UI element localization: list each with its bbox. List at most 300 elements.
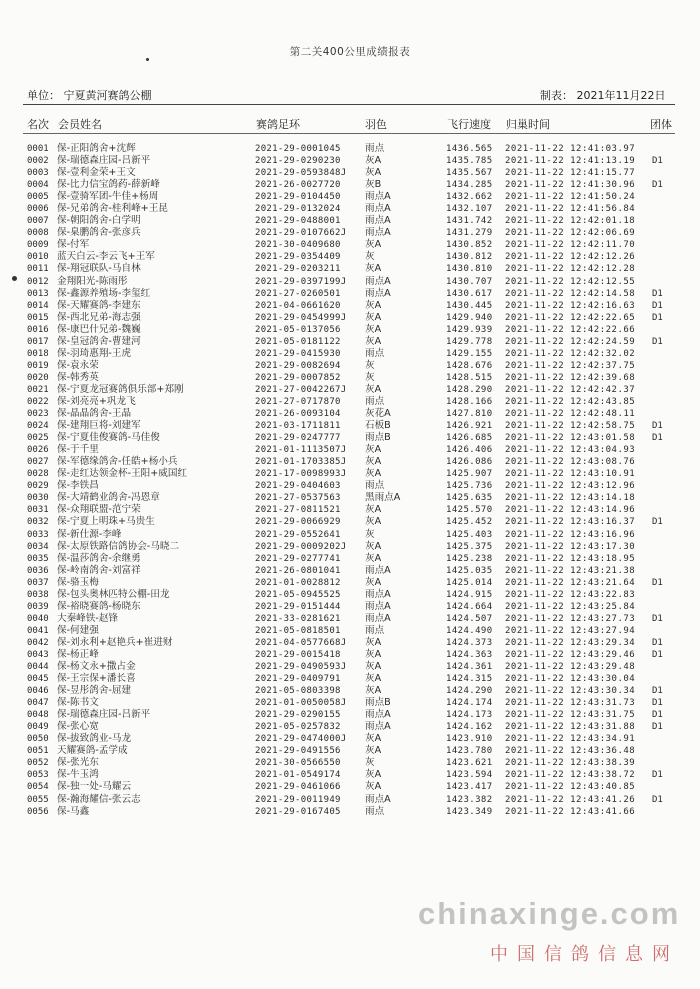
cell-name: 保-大靖鹤业鸽舍-冯恩章 bbox=[57, 492, 160, 504]
table-row bbox=[0, 324, 700, 336]
cell-name: 保-康巴什兄弟-魏巍 bbox=[57, 323, 141, 335]
table-row bbox=[0, 589, 700, 601]
cell-time: 2021-11-22 12:42:12.55 bbox=[505, 276, 636, 287]
cell-name: 保-壹利金荣+王文 bbox=[57, 167, 136, 179]
table-row bbox=[0, 408, 700, 420]
cell-time: 2021-11-22 12:43:29.46 bbox=[505, 649, 636, 660]
table-row bbox=[0, 276, 700, 288]
cell-ring: 2021-27-0811521 bbox=[255, 505, 341, 516]
cell-ring: 2021-03-1711811 bbox=[255, 421, 341, 432]
cell-name: 金翔阳光-陈雨彤 bbox=[57, 275, 128, 287]
table-row bbox=[0, 215, 700, 227]
table-row bbox=[0, 191, 700, 203]
cell-color: 灰A bbox=[365, 299, 382, 311]
cell-speed: 1425.238 bbox=[446, 553, 493, 564]
cell-speed: 1430.617 bbox=[446, 288, 493, 299]
cell-color: 灰 bbox=[365, 757, 375, 769]
cell-rank: 0046 bbox=[27, 686, 49, 697]
cell-team: D1 bbox=[652, 686, 663, 697]
cell-speed: 1425.570 bbox=[446, 505, 493, 516]
cell-ring: 2021-01-0028812 bbox=[255, 577, 341, 588]
cell-color: 灰A bbox=[365, 239, 382, 251]
table-row bbox=[0, 794, 700, 806]
table-row bbox=[0, 625, 700, 637]
cell-time: 2021-11-22 12:42:24.59 bbox=[505, 336, 636, 347]
col-header-time: 归巢时间 bbox=[506, 118, 550, 131]
cell-time: 2021-11-22 12:43:30.34 bbox=[505, 686, 636, 697]
cell-speed: 1424.162 bbox=[446, 722, 493, 733]
cell-ring: 2021-30-0566550 bbox=[255, 758, 341, 769]
cell-rank: 0050 bbox=[27, 734, 49, 745]
cell-speed: 1426.086 bbox=[446, 457, 493, 468]
cell-rank: 0012 bbox=[27, 276, 49, 287]
cell-time: 2021-11-22 12:43:29.34 bbox=[505, 637, 636, 648]
cell-time: 2021-11-22 12:42:43.85 bbox=[505, 396, 636, 407]
cell-ring: 2021-29-0474000J bbox=[255, 734, 347, 745]
cell-speed: 1423.621 bbox=[446, 758, 493, 769]
col-header-speed: 飞行速度 bbox=[447, 118, 491, 131]
cell-time: 2021-11-22 12:42:37.75 bbox=[505, 360, 636, 371]
cell-name: 保-宁夏上明珠+马贵生 bbox=[57, 516, 155, 528]
table-row bbox=[0, 685, 700, 697]
cell-name: 保-张光东 bbox=[57, 757, 99, 769]
cell-ring: 2021-29-0491556 bbox=[255, 746, 341, 757]
table-row bbox=[0, 516, 700, 528]
cell-name: 保-正阳鸽舍+沈辉 bbox=[57, 143, 136, 154]
cell-name: 保-韩秀英 bbox=[57, 371, 99, 383]
cell-rank: 0004 bbox=[27, 180, 49, 191]
cell-color: 雨点A bbox=[365, 588, 391, 600]
cell-rank: 0044 bbox=[27, 662, 49, 673]
cell-time: 2021-11-22 12:43:31.75 bbox=[505, 710, 636, 721]
table-row bbox=[0, 480, 700, 492]
cell-time: 2021-11-22 12:43:36.48 bbox=[505, 746, 636, 757]
cell-time: 2021-11-22 12:43:30.04 bbox=[505, 674, 636, 685]
cell-color: 灰A bbox=[365, 167, 382, 179]
cell-team: D1 bbox=[652, 288, 663, 299]
cell-speed: 1430.810 bbox=[446, 264, 493, 275]
cell-speed: 1425.403 bbox=[446, 529, 493, 540]
report-date: 制表： 2021年11月22日 bbox=[540, 89, 666, 102]
cell-team: D1 bbox=[652, 613, 663, 624]
table-row bbox=[0, 372, 700, 384]
cell-time: 2021-11-22 12:43:40.85 bbox=[505, 782, 636, 793]
table-row bbox=[0, 312, 700, 324]
cell-time: 2021-11-22 12:43:10.91 bbox=[505, 469, 636, 480]
table-row bbox=[0, 553, 700, 565]
cell-name: 保-瑞德森庄园-吕新平 bbox=[57, 709, 151, 721]
cell-name: 保-袁永荣 bbox=[57, 359, 99, 371]
header-rule-bottom bbox=[23, 133, 675, 134]
cell-ring: 2021-29-0454999J bbox=[255, 312, 347, 323]
table-row bbox=[0, 251, 700, 263]
table-row bbox=[0, 781, 700, 793]
cell-speed: 1430.707 bbox=[446, 276, 493, 287]
cell-team: D1 bbox=[652, 433, 663, 444]
cell-color: 灰A bbox=[365, 516, 382, 528]
cell-ring: 2021-29-0007852 bbox=[255, 372, 341, 383]
table-row bbox=[0, 348, 700, 360]
cell-color: 雨点 bbox=[365, 624, 385, 636]
results-table bbox=[0, 143, 700, 818]
cell-color: 灰A bbox=[365, 540, 382, 552]
table-row bbox=[0, 757, 700, 769]
cell-name: 保-李铁昌 bbox=[57, 480, 99, 492]
cell-ring: 2021-01-1703385J bbox=[255, 457, 347, 468]
col-header-color: 羽色 bbox=[365, 118, 387, 131]
cell-color: 雨点 bbox=[365, 805, 385, 817]
cell-ring: 2021-01-0050058J bbox=[255, 698, 347, 709]
cell-speed: 1423.382 bbox=[446, 794, 493, 805]
cell-speed: 1428.676 bbox=[446, 360, 493, 371]
cell-ring: 2021-05-0818501 bbox=[255, 625, 341, 636]
cell-name: 保-付军 bbox=[57, 239, 90, 251]
cell-team: D1 bbox=[652, 180, 663, 191]
cell-time: 2021-11-22 12:41:13.19 bbox=[505, 156, 636, 167]
cell-name: 保-张心宽 bbox=[57, 721, 99, 733]
cell-speed: 1424.173 bbox=[446, 710, 493, 721]
cell-ring: 2021-05-0803398 bbox=[255, 686, 341, 697]
cell-speed: 1431.742 bbox=[446, 216, 493, 227]
cell-name: 保-军德缘鸽舍-任皓+杨小兵 bbox=[57, 456, 178, 468]
cell-rank: 0032 bbox=[27, 517, 49, 528]
cell-rank: 0039 bbox=[27, 601, 49, 612]
cell-speed: 1426.921 bbox=[446, 421, 493, 432]
cell-time: 2021-11-22 12:43:41.66 bbox=[505, 806, 636, 817]
report-title: 第二关400公里成绩报表 bbox=[289, 46, 411, 58]
cell-name: 保-昱彤鸽舍-屈建 bbox=[57, 685, 132, 697]
cell-name: 保-包头奥林匹特公棚-田龙 bbox=[57, 588, 170, 600]
cell-time: 2021-11-22 12:41:15.77 bbox=[505, 168, 636, 179]
cell-ring: 2021-29-0066929 bbox=[255, 517, 341, 528]
watermark-site-name: 中国信鸽信息网 bbox=[490, 944, 679, 965]
cell-color: 灰A bbox=[365, 673, 382, 685]
cell-name: 大秦峰铁-赵锋 bbox=[57, 612, 119, 624]
cell-ring: 2021-29-0167405 bbox=[255, 806, 341, 817]
cell-time: 2021-11-22 12:43:04.93 bbox=[505, 445, 636, 456]
cell-ring: 2021-29-0290230 bbox=[255, 156, 341, 167]
cell-speed: 1431.279 bbox=[446, 228, 493, 239]
cell-color: 雨点B bbox=[365, 432, 391, 444]
cell-name: 保-骆玉梅 bbox=[57, 576, 99, 588]
cell-speed: 1435.567 bbox=[446, 168, 493, 179]
cell-rank: 0018 bbox=[27, 348, 49, 359]
cell-color: 灰A bbox=[365, 745, 382, 757]
table-row bbox=[0, 456, 700, 468]
cell-name: 保-瑞德森庄园-吕新平 bbox=[57, 155, 151, 167]
cell-name: 保-朝阳鸽舍-白学明 bbox=[57, 215, 141, 227]
cell-name: 保-晶晶鸽舍-王晶 bbox=[57, 408, 132, 420]
cell-time: 2021-11-22 12:42:06.69 bbox=[505, 228, 636, 239]
cell-color: 灰A bbox=[365, 323, 382, 335]
cell-speed: 1423.910 bbox=[446, 734, 493, 745]
cell-speed: 1426.406 bbox=[446, 445, 493, 456]
cell-team: D1 bbox=[652, 312, 663, 323]
col-header-team: 团体 bbox=[650, 118, 672, 131]
cell-color: 灰 bbox=[365, 251, 375, 263]
cell-color: 灰A bbox=[365, 769, 382, 781]
cell-color: 雨点 bbox=[365, 480, 385, 492]
cell-time: 2021-11-22 12:43:18.95 bbox=[505, 553, 636, 564]
cell-speed: 1425.907 bbox=[446, 469, 493, 480]
cell-rank: 0042 bbox=[27, 637, 49, 648]
cell-time: 2021-11-22 12:42:12.28 bbox=[505, 264, 636, 275]
cell-time: 2021-11-22 12:41:56.84 bbox=[505, 204, 636, 215]
cell-color: 灰A bbox=[365, 263, 382, 275]
cell-rank: 0008 bbox=[27, 228, 49, 239]
cell-ring: 2021-29-0001045 bbox=[255, 144, 341, 154]
cell-color: 雨点A bbox=[365, 793, 391, 805]
cell-name: 保-羽琦惠翔-王虎 bbox=[57, 347, 132, 359]
col-header-ring: 赛鸽足环 bbox=[256, 118, 300, 131]
cell-name: 保-杨正峰 bbox=[57, 648, 99, 660]
cell-ring: 2021-05-0257832 bbox=[255, 722, 341, 733]
cell-speed: 1424.915 bbox=[446, 589, 493, 600]
cell-rank: 0023 bbox=[27, 409, 49, 420]
table-row bbox=[0, 384, 700, 396]
cell-speed: 1423.594 bbox=[446, 770, 493, 781]
cell-ring: 2021-17-0098993J bbox=[255, 469, 347, 480]
cell-speed: 1428.290 bbox=[446, 384, 493, 395]
cell-name: 保-天耀赛鸽-李建东 bbox=[57, 299, 141, 311]
cell-ring: 2021-29-0593848J bbox=[255, 168, 347, 179]
cell-speed: 1424.373 bbox=[446, 637, 493, 648]
cell-time: 2021-11-22 12:43:16.96 bbox=[505, 529, 636, 540]
table-row bbox=[0, 769, 700, 781]
cell-rank: 0056 bbox=[27, 806, 49, 817]
cell-color: 灰A bbox=[365, 468, 382, 480]
cell-name: 保-裕晓赛鸽-杨晓东 bbox=[57, 600, 141, 612]
table-row bbox=[0, 709, 700, 721]
table-row bbox=[0, 565, 700, 577]
cell-name: 保-翔冠联队-马自林 bbox=[57, 263, 141, 275]
cell-ring: 2021-29-0082694 bbox=[255, 360, 341, 371]
cell-ring: 2021-29-0247777 bbox=[255, 433, 341, 444]
cell-team: D1 bbox=[652, 698, 663, 709]
table-row bbox=[0, 360, 700, 372]
cell-speed: 1425.035 bbox=[446, 565, 493, 576]
cell-ring: 2021-26-0801041 bbox=[255, 565, 341, 576]
cell-team: D1 bbox=[652, 794, 663, 805]
table-row bbox=[0, 155, 700, 167]
cell-color: 灰A bbox=[365, 155, 382, 167]
cell-rank: 0015 bbox=[27, 312, 49, 323]
cell-name: 保-新仕源-李峰 bbox=[57, 528, 122, 540]
cell-name: 保-温莎鸽舍-余继勇 bbox=[57, 552, 141, 564]
cell-name: 保-建翔巨将-刘建军 bbox=[57, 420, 141, 432]
table-row bbox=[0, 227, 700, 239]
cell-time: 2021-11-22 12:43:34.91 bbox=[505, 734, 636, 745]
cell-speed: 1423.349 bbox=[446, 806, 493, 817]
cell-name: 保-独一处-马耀云 bbox=[57, 781, 132, 793]
cell-team: D1 bbox=[652, 421, 663, 432]
cell-time: 2021-11-22 12:43:14.96 bbox=[505, 505, 636, 516]
cell-name: 保-宁夏佳俊赛鸽-马佳俊 bbox=[57, 432, 160, 444]
cell-rank: 0051 bbox=[27, 746, 49, 757]
cell-ring: 2021-04-0577668J bbox=[255, 637, 347, 648]
cell-color: 雨点A bbox=[365, 600, 391, 612]
cell-ring: 2021-29-0397199J bbox=[255, 276, 347, 287]
cell-rank: 0031 bbox=[27, 505, 49, 516]
cell-team: D1 bbox=[652, 710, 663, 721]
cell-color: 黑雨点A bbox=[365, 492, 401, 504]
cell-name: 保-宁夏龙冠赛鸽俱乐部+郑刚 bbox=[57, 383, 184, 395]
cell-rank: 0026 bbox=[27, 445, 49, 456]
cell-color: 雨点B bbox=[365, 697, 391, 709]
cell-speed: 1424.361 bbox=[446, 662, 493, 673]
cell-speed: 1424.315 bbox=[446, 674, 493, 685]
cell-speed: 1427.810 bbox=[446, 409, 493, 420]
cell-rank: 0055 bbox=[27, 794, 49, 805]
cell-rank: 0005 bbox=[27, 192, 49, 203]
cell-time: 2021-11-22 12:42:01.18 bbox=[505, 216, 636, 227]
cell-speed: 1430.812 bbox=[446, 252, 493, 263]
cell-speed: 1429.155 bbox=[446, 348, 493, 359]
cell-color: 灰A bbox=[365, 576, 382, 588]
cell-ring: 2021-05-0945525 bbox=[255, 589, 341, 600]
cell-speed: 1424.363 bbox=[446, 649, 493, 660]
table-row bbox=[0, 613, 700, 625]
cell-time: 2021-11-22 12:41:30.96 bbox=[505, 180, 636, 191]
table-row bbox=[0, 263, 700, 275]
cell-ring: 2021-26-0027720 bbox=[255, 180, 341, 191]
cell-color: 石板B bbox=[365, 420, 391, 432]
cell-name: 保-太原铁路信鸽协会-马晓二 bbox=[57, 540, 180, 552]
cell-name: 保-牛玉鸿 bbox=[57, 769, 99, 781]
cell-speed: 1436.565 bbox=[446, 144, 493, 154]
cell-speed: 1425.014 bbox=[446, 577, 493, 588]
cell-color: 灰B bbox=[365, 179, 382, 191]
cell-name: 保-陈书文 bbox=[57, 697, 99, 709]
cell-time: 2021-11-22 12:43:08.76 bbox=[505, 457, 636, 468]
cell-rank: 0003 bbox=[27, 168, 49, 179]
cell-team: D1 bbox=[652, 517, 663, 528]
cell-time: 2021-11-22 12:42:39.68 bbox=[505, 372, 636, 383]
cell-speed: 1423.780 bbox=[446, 746, 493, 757]
cell-color: 灰 bbox=[365, 359, 375, 371]
table-row bbox=[0, 468, 700, 480]
cell-speed: 1428.166 bbox=[446, 396, 493, 407]
cell-color: 灰A bbox=[365, 504, 382, 516]
cell-time: 2021-11-22 12:42:42.37 bbox=[505, 384, 636, 395]
cell-color: 雨点A bbox=[365, 612, 391, 624]
cell-speed: 1434.285 bbox=[446, 180, 493, 191]
cell-rank: 0034 bbox=[27, 541, 49, 552]
cell-speed: 1424.507 bbox=[446, 613, 493, 624]
table-row bbox=[0, 721, 700, 733]
cell-ring: 2021-29-0151444 bbox=[255, 601, 341, 612]
cell-name: 保-王宗保+潘长喜 bbox=[57, 673, 136, 685]
cell-rank: 0047 bbox=[27, 698, 49, 709]
cell-rank: 0007 bbox=[27, 216, 49, 227]
club-unit: 单位： 宁夏黄河赛鸽公棚 bbox=[27, 89, 152, 102]
cell-ring: 2021-29-0488001 bbox=[255, 216, 341, 227]
table-row bbox=[0, 444, 700, 456]
cell-ring: 2021-29-0009202J bbox=[255, 541, 347, 552]
cell-rank: 0002 bbox=[27, 156, 49, 167]
cell-color: 灰A bbox=[365, 781, 382, 793]
cell-speed: 1432.107 bbox=[446, 204, 493, 215]
cell-team: D1 bbox=[652, 722, 663, 733]
cell-rank: 0021 bbox=[27, 384, 49, 395]
cell-speed: 1429.939 bbox=[446, 324, 493, 335]
cell-rank: 0038 bbox=[27, 589, 49, 600]
cell-ring: 2021-29-0404603 bbox=[255, 481, 341, 492]
cell-rank: 0036 bbox=[27, 565, 49, 576]
cell-time: 2021-11-22 12:42:58.75 bbox=[505, 421, 636, 432]
cell-name: 保-臬鹏鸽舍-张彦兵 bbox=[57, 227, 141, 239]
cell-name: 保-比力信宝鸽药-薛新峰 bbox=[57, 179, 160, 191]
cell-rank: 0049 bbox=[27, 722, 49, 733]
cell-time: 2021-11-22 12:43:27.73 bbox=[505, 613, 636, 624]
cell-rank: 0014 bbox=[27, 300, 49, 311]
cell-speed: 1425.736 bbox=[446, 481, 493, 492]
cell-speed: 1424.664 bbox=[446, 601, 493, 612]
cell-time: 2021-11-22 12:42:12.26 bbox=[505, 252, 636, 263]
cell-time: 2021-11-22 12:42:32.02 bbox=[505, 348, 636, 359]
cell-color: 灰 bbox=[365, 371, 375, 383]
cell-rank: 0048 bbox=[27, 710, 49, 721]
cell-color: 灰 bbox=[365, 528, 375, 540]
cell-color: 雨点A bbox=[365, 709, 391, 721]
cell-time: 2021-11-22 12:43:25.84 bbox=[505, 601, 636, 612]
cell-speed: 1432.662 bbox=[446, 192, 493, 203]
table-row bbox=[0, 167, 700, 179]
cell-time: 2021-11-22 12:43:22.83 bbox=[505, 589, 636, 600]
cell-time: 2021-11-22 12:42:11.70 bbox=[505, 240, 636, 251]
cell-ring: 2021-29-0277741 bbox=[255, 553, 341, 564]
cell-ring: 2021-29-0290155 bbox=[255, 710, 341, 721]
cell-color: 雨点A bbox=[365, 275, 391, 287]
cell-ring: 2021-29-0409791 bbox=[255, 674, 341, 685]
cell-ring: 2021-29-0104450 bbox=[255, 192, 341, 203]
cell-rank: 0028 bbox=[27, 469, 49, 480]
cell-name: 保-刘永利+赵艳兵+崔进财 bbox=[57, 636, 173, 648]
cell-ring: 2021-30-0409680 bbox=[255, 240, 341, 251]
cell-name: 保-何建强 bbox=[57, 624, 99, 636]
cell-ring: 2021-33-0281621 bbox=[255, 613, 341, 624]
cell-ring: 2021-27-0537563 bbox=[255, 493, 341, 504]
cell-ring: 2021-29-0552641 bbox=[255, 529, 341, 540]
cell-ring: 2021-27-0260501 bbox=[255, 288, 341, 299]
cell-team: D1 bbox=[652, 300, 663, 311]
cell-name: 保-走红达领金杯-王阳+威国红 bbox=[57, 468, 188, 480]
cell-rank: 0013 bbox=[27, 288, 49, 299]
cell-speed: 1430.852 bbox=[446, 240, 493, 251]
cell-name: 保-西北兄弟-海志强 bbox=[57, 311, 141, 323]
cell-color: 雨点A bbox=[365, 287, 391, 299]
cell-ring: 2021-01-1113507J bbox=[255, 445, 347, 456]
cell-ring: 2021-29-0011949 bbox=[255, 794, 341, 805]
scan-speck bbox=[12, 276, 17, 281]
cell-name: 保-马鑫 bbox=[57, 805, 90, 817]
table-row bbox=[0, 420, 700, 432]
cell-ring: 2021-01-0549174 bbox=[255, 770, 341, 781]
cell-rank: 0030 bbox=[27, 493, 49, 504]
cell-time: 2021-11-22 12:42:14.58 bbox=[505, 288, 636, 299]
cell-name: 保-鑫源养殖场-李玺红 bbox=[57, 287, 151, 299]
cell-rank: 0029 bbox=[27, 481, 49, 492]
cell-color: 雨点 bbox=[365, 143, 385, 154]
cell-color: 雨点A bbox=[365, 203, 391, 215]
watermark-logo: chinaxinge.com bbox=[418, 896, 681, 931]
cell-rank: 0024 bbox=[27, 421, 49, 432]
table-row bbox=[0, 745, 700, 757]
cell-ring: 2021-29-0203211 bbox=[255, 264, 341, 275]
cell-rank: 0001 bbox=[27, 144, 49, 154]
cell-speed: 1428.515 bbox=[446, 372, 493, 383]
cell-ring: 2021-29-0461066 bbox=[255, 782, 341, 793]
